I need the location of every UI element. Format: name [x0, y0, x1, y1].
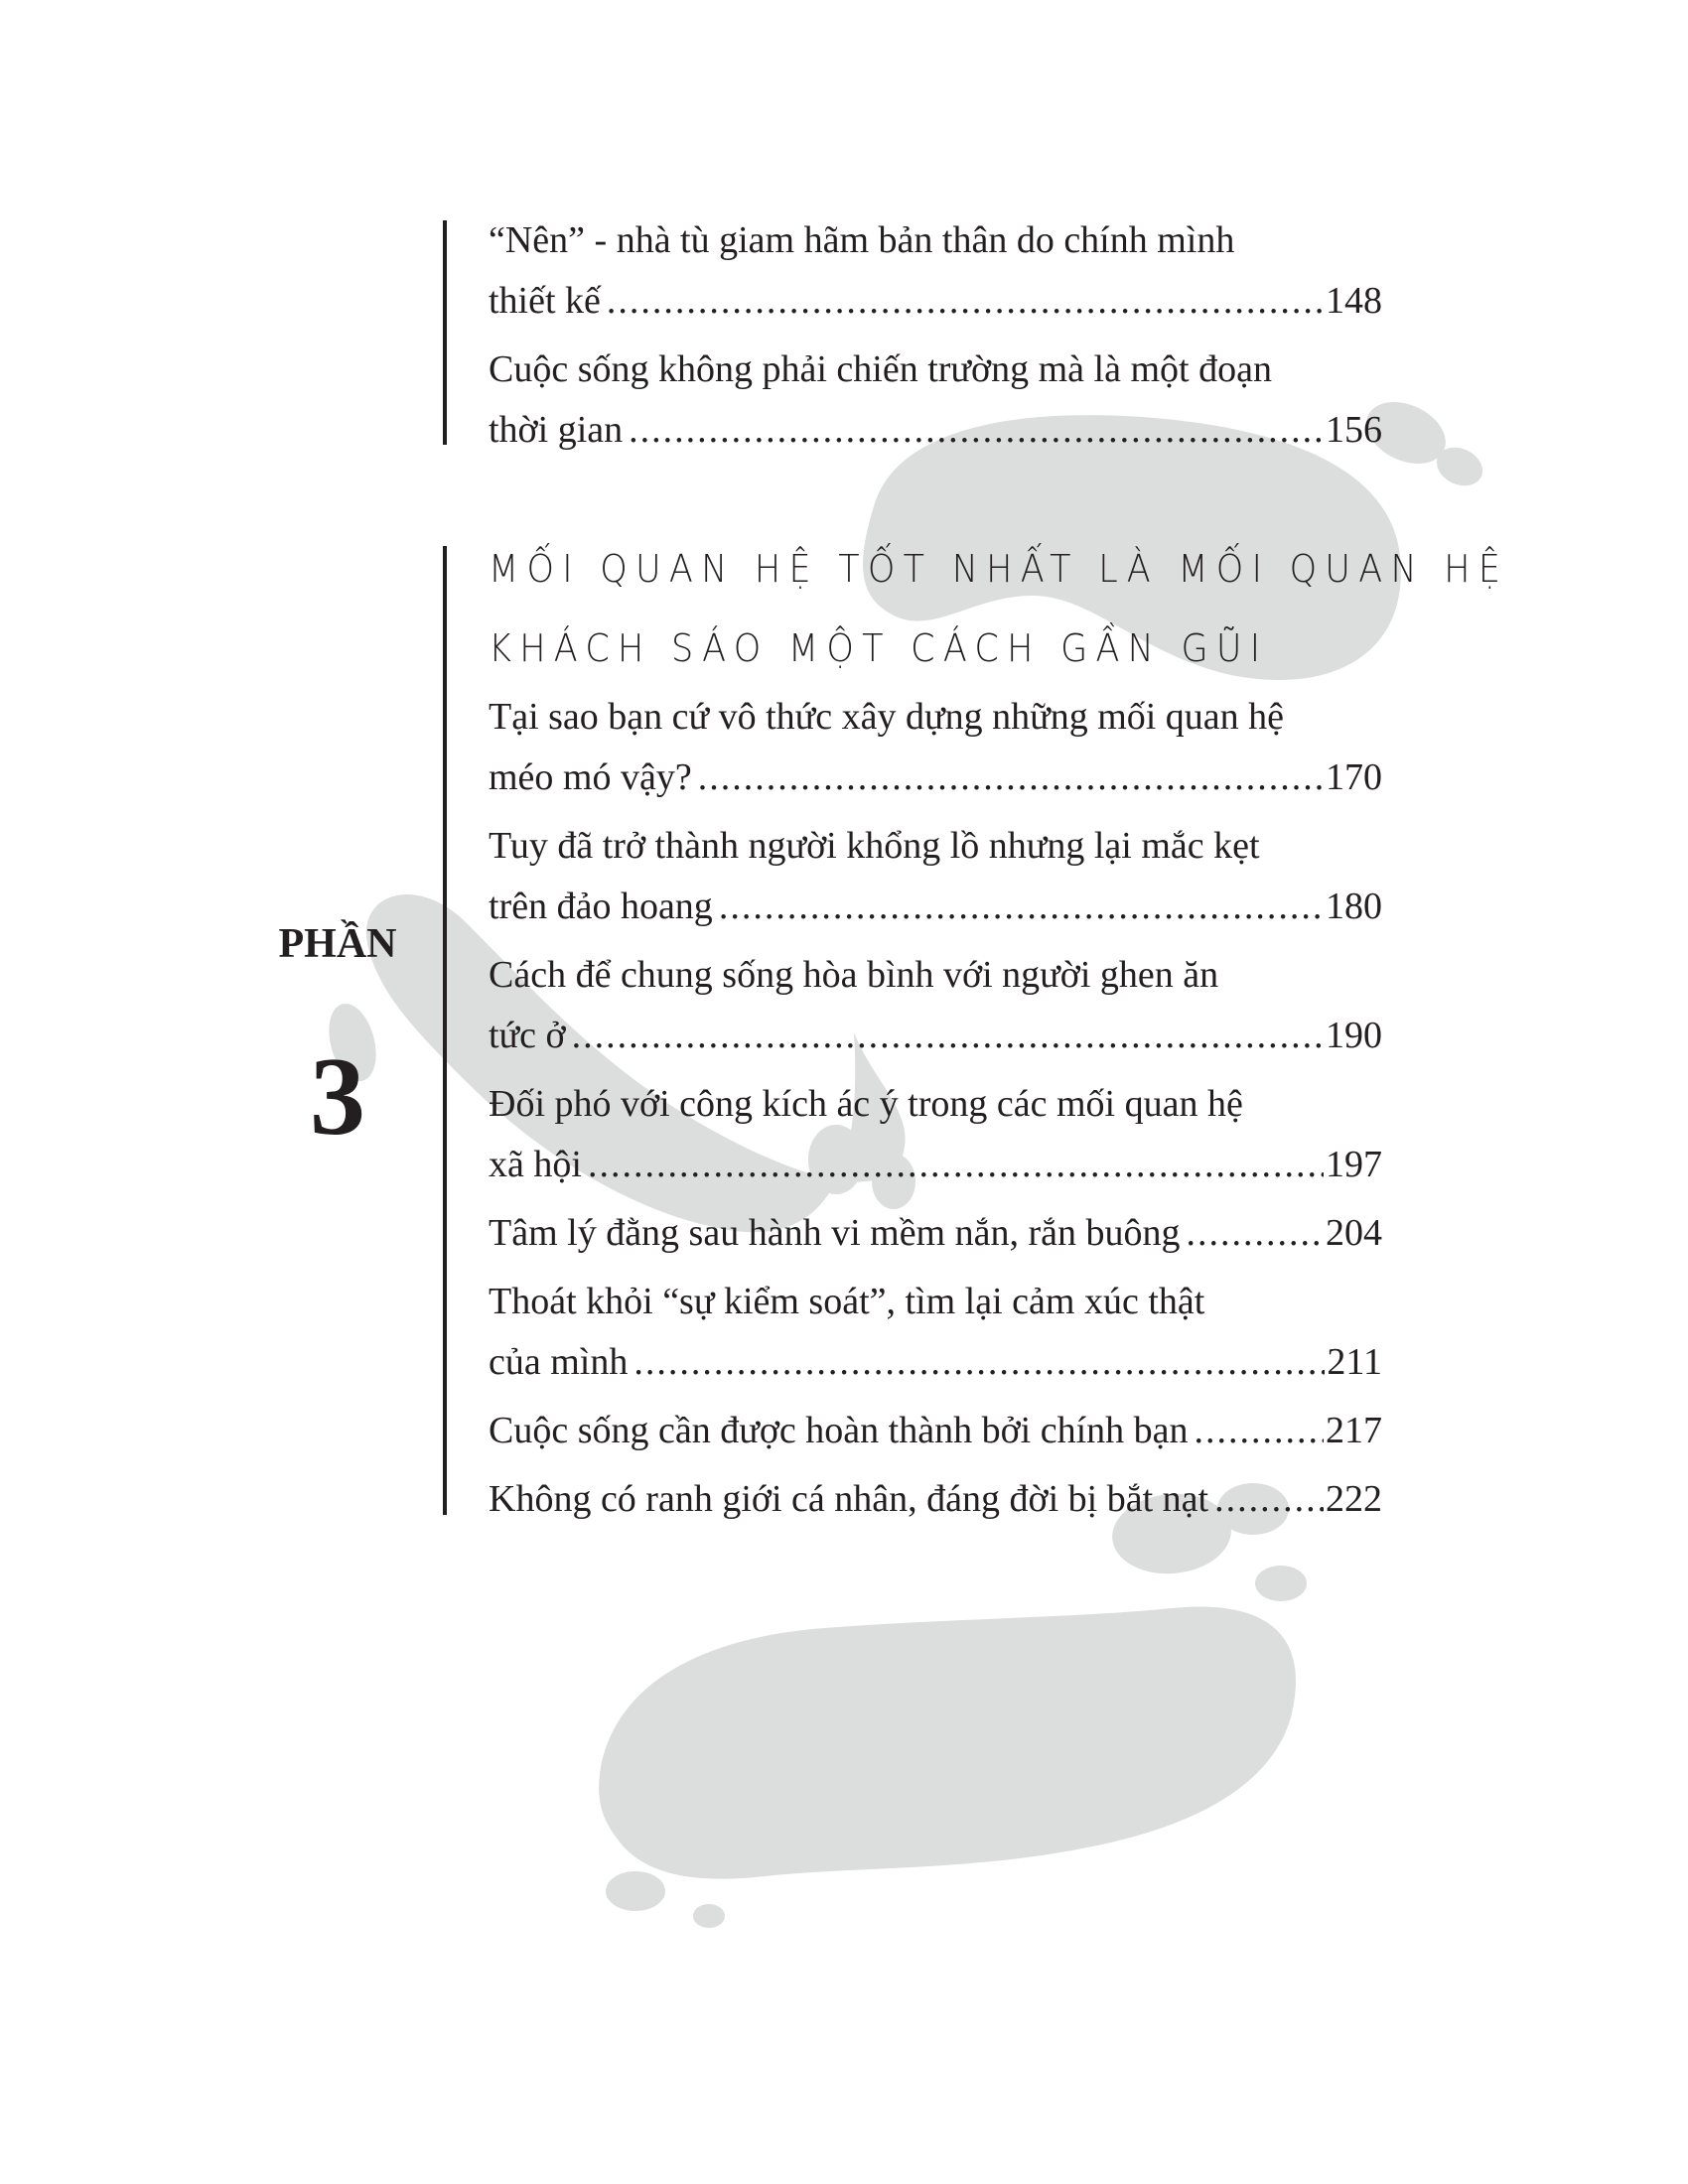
page-number: 190: [1326, 1015, 1382, 1056]
dot-leader: [698, 748, 1324, 808]
page-number: 148: [1326, 280, 1382, 322]
toc-entry[interactable]: [489, 687, 1382, 808]
dot-leader: [607, 271, 1324, 332]
dot-leader: [1195, 1401, 1324, 1461]
dot-leader: [629, 400, 1324, 461]
toc-top-section: [489, 210, 1382, 469]
entry-title-line2: thiết kế: [489, 280, 601, 322]
page-number: 197: [1326, 1144, 1382, 1185]
page-number: 222: [1326, 1478, 1382, 1520]
toc-entry[interactable]: [489, 1203, 1382, 1264]
dot-leader: [588, 1135, 1324, 1195]
entry-title-line1: Tuy đã trở thành người khổng lồ nhưng lại mắc kẹt: [489, 825, 1260, 867]
entry-title-line2: xã hội: [489, 1144, 582, 1185]
toe-blob: [606, 1871, 665, 1911]
page-number: 217: [1326, 1410, 1382, 1451]
dot-leader: [719, 877, 1324, 937]
entry-title-line1: Tại sao bạn cứ vô thức xây dựng những mối quan hệ: [489, 696, 1285, 738]
entry-title: Cuộc sống cần được hoàn thành bởi chính bạn: [489, 1410, 1189, 1451]
entry-title-line1: Cách để chung sống hòa bình với người ghen ăn: [489, 954, 1219, 996]
part-number: 3: [310, 1035, 365, 1159]
dot-leader: [572, 1006, 1324, 1066]
toc-entry[interactable]: [489, 210, 1382, 332]
part-title-line2: KHÁCH SÁO MỘT CÁCH GẦN GŨI: [489, 626, 1269, 670]
dot-leader: [1187, 1203, 1324, 1264]
page-number: 170: [1326, 756, 1382, 798]
toe-blob: [1396, 417, 1424, 437]
entry-title-line2: méo mó vậy?: [489, 756, 692, 798]
toc-entry[interactable]: [489, 945, 1382, 1066]
section-divider-part: [443, 546, 447, 1515]
toe-blob: [1255, 1566, 1307, 1601]
entry-title-line2: của mình: [489, 1341, 629, 1383]
part-word: PHẦN: [278, 921, 397, 967]
toc-entry[interactable]: [489, 1469, 1382, 1530]
page-number: 180: [1326, 886, 1382, 927]
dot-leader: [1214, 1469, 1324, 1530]
toc-part-section: [489, 534, 1509, 1538]
dot-leader: [633, 1332, 1325, 1393]
section-divider-top: [443, 220, 447, 445]
toc-entry[interactable]: [489, 1272, 1382, 1393]
entry-title-line1: Cuộc sống không phải chiến trường mà là một đoạn: [489, 348, 1272, 390]
entry-title-line2: thời gian: [489, 409, 624, 451]
entry-title-line1: Đối phó với công kích ác ý trong các mối quan hệ: [489, 1083, 1243, 1125]
entry-title-line1: Thoát khỏi “sự kiểm soát”, tìm lại cảm xúc thật: [489, 1281, 1205, 1322]
part-title-line1: MỐI QUAN HỆ TỐT NHẤT LÀ MỐI QUAN HỆ: [489, 547, 1509, 591]
footprint-sole-bottom: [599, 1606, 1296, 1878]
page-number: 211: [1327, 1341, 1382, 1383]
entry-title: Tâm lý đằng sau hành vi mềm nắn, rắn buông: [489, 1212, 1181, 1254]
toc-entry[interactable]: [489, 1074, 1382, 1195]
toc-entry[interactable]: [489, 816, 1382, 937]
page-number: 204: [1326, 1212, 1382, 1254]
entry-title: Không có ranh giới cá nhân, đáng đời bị bắt nạt: [489, 1478, 1209, 1520]
toc-entry[interactable]: [489, 340, 1382, 461]
entry-title-line2: trên đảo hoang: [489, 886, 713, 927]
toe-blob: [693, 1904, 725, 1928]
toc-entry[interactable]: [489, 1401, 1382, 1461]
entry-title-line1: “Nên” - nhà tù giam hãm bản thân do chính mình: [489, 219, 1235, 261]
page-number: 156: [1326, 409, 1382, 451]
entry-title-line2: tức ở: [489, 1015, 566, 1056]
